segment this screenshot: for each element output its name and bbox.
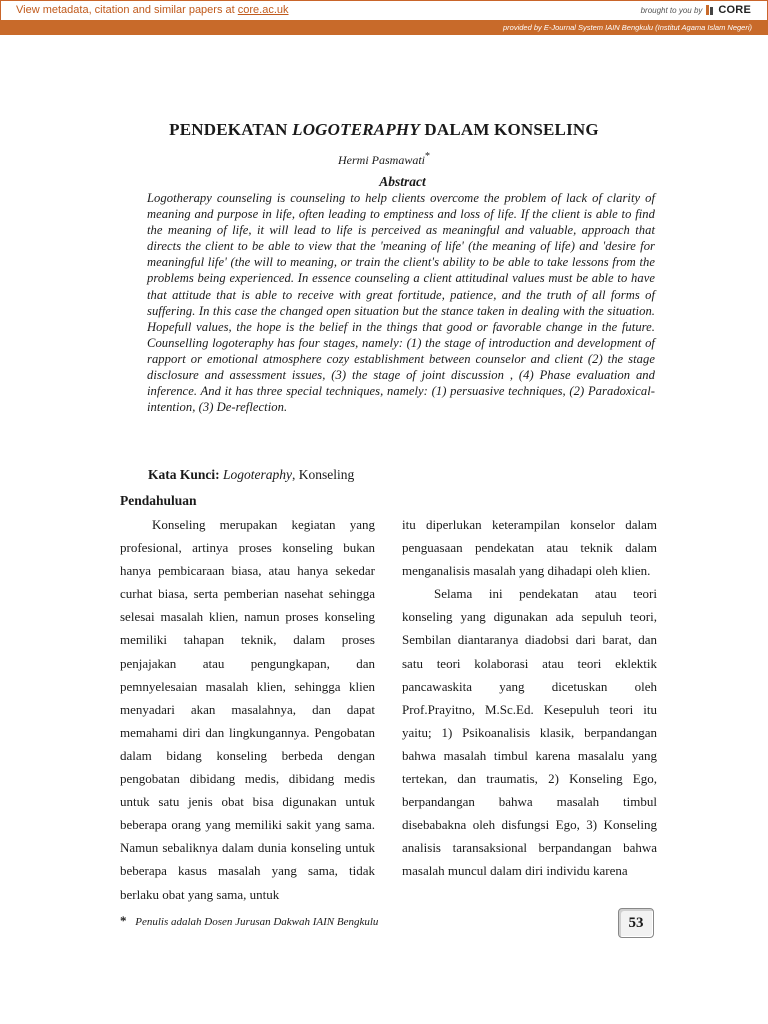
title-part1: PENDEKATAN xyxy=(169,120,293,139)
title-part2: DALAM KONSELING xyxy=(419,120,599,139)
core-link[interactable]: core.ac.uk xyxy=(237,4,289,16)
abstract-text: Logotherapy counseling is counseling to help clients overcome the problem of lack of clarity of meaning and purpose in life, often leading to emptiness and loss of life. If the client is able to find the meaning of life, it will lead to life is perceived as meaningful and valuable, approach that directs the client to be able to view that the 'meaning of life' (the meaning of life) and 'desire for meaningful life' (the will to meaning, or train the client's ability to be able to take lessons from the problems being experienced. In essence counseling a client attitudinal values must be able to have that attitude that is able to receive with great fortitude, patience, and the truth of all forms of suffering. In this case the changed open situation but the stance taken in dealing with the situation. Hopefull values, the hope is the belief in the things that good or favorable change in the future. Counselling logoteraphy has four stages, namely: (1) the stage of introduction and development of rapport or emotional atmosphere cozy establishment between counselor and client (2) the stage disclosure and assessment issues, (3) the stage of joint discussion , (4) Phase evaluation and inference. And it has three special techniques, namely: (1) persuasive techniques, (2) Paradoxical-intention, (3) De-reflection. xyxy=(147,191,655,415)
paper-title xyxy=(0,120,768,140)
core-logo-icon xyxy=(705,4,715,16)
metadata-notice xyxy=(16,4,289,16)
keywords-label: Kata Kunci: xyxy=(148,467,220,482)
keywords xyxy=(148,467,354,483)
right-column xyxy=(402,513,657,883)
section-heading: Pendahuluan xyxy=(120,493,197,508)
author-name: Hermi Pasmawati xyxy=(338,153,425,167)
title-italic: LOGOTERAPHY xyxy=(292,120,420,139)
author-footnote-mark: * xyxy=(425,151,430,162)
paragraph: Konseling merupakan kegiatan yang profesional, artinya proses konseling bukan hanya pembicaraan biasa, atau hanya sekedar curhat biasa, serta pemberian nasehat sehingga selesai masalah klien, namun proses konseling memiliki tahapan teknik, dalam proses penjajakan atau pengungkapan, dan pemnyelesaian masalah klien, sehingga klien menyadari akan masalahnya, dan dapat memahami diri dan lingkungannya. Pengobatan dalam bidang konseling berbeda dengan pengobatan dibidang medis, dibidang medis untuk satu jenis obat bisa digunakan untuk beberapa orang yang memiliki sakit yang sama. Namun sebaliknya dalam dunia konseling untuk beberapa kasus masalah yang sama, tidak berlaku obat yang sama, untuk xyxy=(120,517,375,902)
footnote xyxy=(120,913,378,929)
keyword-logoteraphy: Logoteraphy xyxy=(223,467,293,482)
left-column xyxy=(120,513,375,906)
metadata-text: View metadata, citation and similar papers at xyxy=(16,4,235,16)
footnote-text: Penulis adalah Dosen Jurusan Dakwah IAIN Bengkulu xyxy=(135,916,379,928)
footnote-mark: * xyxy=(120,913,127,928)
keyword-rest: , Konseling xyxy=(292,467,355,482)
core-banner xyxy=(0,0,768,20)
provided-by-source: E-Journal System IAIN Bengkulu (Institut Agama Islam Negeri) xyxy=(543,23,752,32)
provided-by-prefix: provided by xyxy=(502,23,542,32)
provider-bar xyxy=(0,20,768,35)
author-line xyxy=(0,151,768,168)
page-number: 53 xyxy=(618,908,654,938)
core-label: CORE xyxy=(718,4,751,16)
paragraph-continued: itu diperlukan keterampilan konselor dalam penguasaan pendekatan atau teknik dalam menganalisis masalah yang dihadapi oleh klien. xyxy=(402,517,657,579)
provided-by xyxy=(503,23,752,32)
core-brand[interactable] xyxy=(641,4,751,16)
abstract-heading: Abstract xyxy=(379,174,426,189)
paragraph: Selama ini pendekatan atau teori konseling yang digunakan ada sepuluh teori, Sembilan diantaranya diadobsi dari barat, dan satu teori kolaborasi atau teori eklektik pancawaskita yang dicetuskan oleh Prof.Prayitno, M.Sc.Ed. Kesepuluh teori itu yaitu; 1) Psikoanalisis klasik, berpandangan bahwa masalah timbul karena masalalu yang tertekan, dan traumatis, 2) Konseling Ego, berpandangan bahwa masalah timbul disebabakna oleh disfungsi Ego, 3) Konseling analisis taransaksional berpandangan bahwa masalah muncul dalam diri individu karena xyxy=(402,586,657,879)
brought-by-text: brought to you by xyxy=(640,5,703,15)
